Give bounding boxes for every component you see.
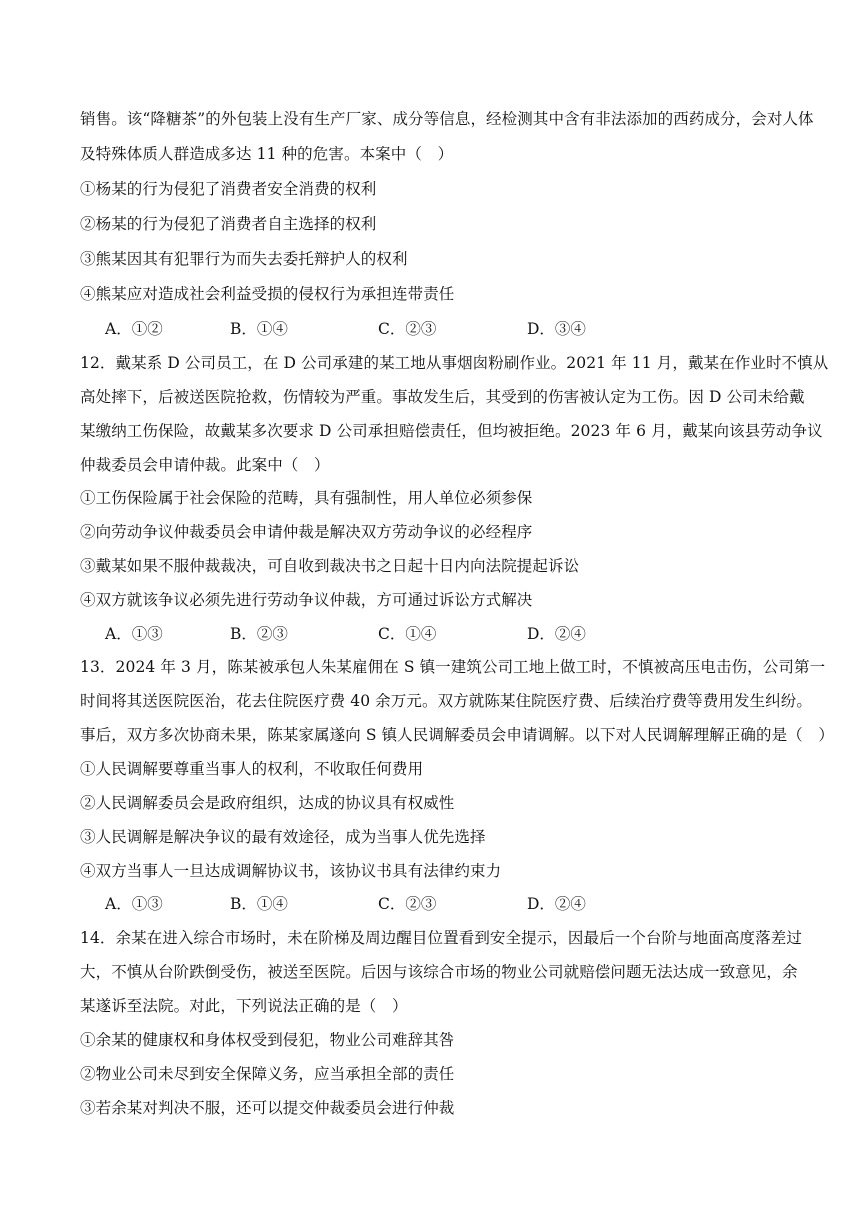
q11-option-a[interactable]: A．①②: [105, 320, 163, 338]
q11-text-line-1: 销售。该“降糖茶”的外包装上没有生产厂家、成分等信息，经检测其中含有非法添加的西药成分，会对人体: [80, 110, 814, 128]
q14-statement-1: ①余某的健康权和身体权受到侵犯，物业公司难辞其咎: [80, 1031, 455, 1049]
q13-option-b[interactable]: B．①④: [230, 895, 288, 913]
q13-statement-2: ②人民调解委员会是政府组织，达成的协议具有权威性: [80, 794, 455, 812]
q12-statement-3: ③戴某如果不服仲裁裁决，可自收到裁决书之日起十日内向法院提起诉讼: [80, 557, 580, 575]
q14-text-line-1: 14．余某在进入综合市场时，未在阶梯及周边醒目位置看到安全提示，因最后一个台阶与地面高度落差过: [80, 929, 802, 947]
q12-text-line-1: 12．戴某系 D 公司员工，在 D 公司承建的某工地从事烟囱粉刷作业。2021 年 11 月，戴某在作业时不慎从: [80, 354, 829, 372]
q12-text-line-4: 仲裁委员会申请仲裁。此案中（ ）: [80, 456, 330, 474]
q12-statement-2: ②向劳动争议仲裁委员会申请仲裁是解决双方劳动争议的必经程序: [80, 523, 533, 541]
q11-option-c[interactable]: C．②③: [378, 320, 437, 338]
q12-statement-1: ①工伤保险属于社会保险的范畴，具有强制性，用人单位必须参保: [80, 489, 533, 507]
q11-statement-1: ①杨某的行为侵犯了消费者安全消费的权利: [80, 180, 377, 198]
q13-text-line-2: 时间将其送医院医治，花去住院医疗费 40 余万元。双方就陈某住院医疗费、后续治疗费等费用发生纠纷。: [80, 692, 812, 710]
q11-text-line-2: 及特殊体质人群造成多达 11 种的危害。本案中（ ）: [80, 145, 454, 163]
q11-statement-4: ④熊某应对造成社会利益受损的侵权行为承担连带责任: [80, 285, 455, 303]
q11-option-b[interactable]: B．①④: [230, 320, 288, 338]
q11-statement-2: ②杨某的行为侵犯了消费者自主选择的权利: [80, 215, 377, 233]
q11-statement-3: ③熊某因其有犯罪行为而失去委托辩护人的权利: [80, 250, 408, 268]
q13-statement-3: ③人民调解是解决争议的最有效途径，成为当事人优先选择: [80, 828, 486, 846]
q12-option-a[interactable]: A．①③: [105, 625, 163, 643]
q12-statement-4: ④双方就该争议必须先进行劳动争议仲裁，方可通过诉讼方式解决: [80, 591, 533, 609]
q13-statement-1: ①人民调解要尊重当事人的权利，不收取任何费用: [80, 760, 424, 778]
q12-option-d[interactable]: D．②④: [527, 625, 586, 643]
q14-text-line-2: 大，不慎从台阶跌倒受伤，被送至医院。后因与该综合市场的物业公司就赔偿问题无法达成一致意见，余: [80, 963, 798, 981]
q12-text-line-2: 高处摔下，后被送医院抢救，伤情较为严重。事故发生后，其受到的伤害被认定为工伤。因 D 公司未给戴: [80, 388, 805, 406]
q13-option-a[interactable]: A．①③: [105, 895, 163, 913]
q14-statement-2: ②物业公司未尽到安全保障义务，应当承担全部的责任: [80, 1065, 455, 1083]
q14-text-line-3: 某遂诉至法院。对此，下列说法正确的是（ ）: [80, 997, 408, 1015]
q11-option-d[interactable]: D．③④: [527, 320, 586, 338]
q13-statement-4: ④双方当事人一旦达成调解协议书，该协议书具有法律约束力: [80, 862, 502, 880]
q13-text-line-1: 13．2024 年 3 月，陈某被承包人朱某雇佣在 S 镇一建筑公司工地上做工时，不慎被高压电击伤，公司第一: [80, 658, 826, 676]
q12-option-b[interactable]: B．②③: [230, 625, 288, 643]
q13-text-line-3: 事后，双方多次协商未果，陈某家属遂向 S 镇人民调解委员会申请调解。以下对人民调解理解正确的是（ ）: [80, 726, 834, 744]
q12-text-line-3: 某缴纳工伤保险，故戴某多次要求 D 公司承担赔偿责任，但均被拒绝。2023 年 6 月，戴某向该县劳动争议: [80, 422, 823, 440]
q13-option-d[interactable]: D．②④: [527, 895, 586, 913]
q12-option-c[interactable]: C．①④: [378, 625, 437, 643]
q13-option-c[interactable]: C．②③: [378, 895, 437, 913]
q14-statement-3: ③若余某对判决不服，还可以提交仲裁委员会进行仲裁: [80, 1099, 455, 1117]
